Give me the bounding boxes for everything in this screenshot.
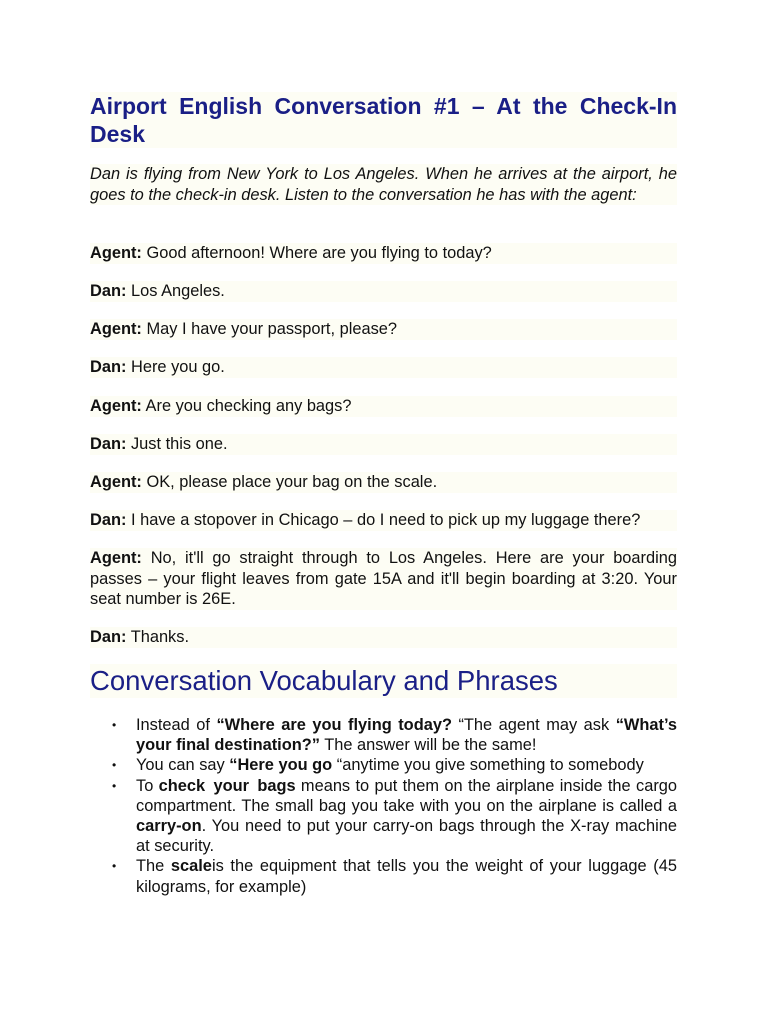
speaker-label: Agent: (90, 320, 142, 338)
dialogue-line (90, 472, 677, 493)
dialogue-line (90, 281, 677, 302)
bullet-icon: • (112, 778, 117, 793)
item-text: The answer will be the same! (319, 736, 537, 755)
bullet-icon: • (112, 758, 117, 773)
list-item (112, 715, 677, 755)
speaker-label: Dan: (90, 628, 127, 646)
item-text: You can say (136, 756, 230, 775)
speaker-label: Dan: (90, 435, 127, 453)
list-item (112, 856, 677, 896)
speaker-label: Agent: (90, 397, 142, 415)
list-item (112, 776, 677, 857)
dialogue-line (90, 243, 677, 264)
item-bold-text: “Where are you flying today? (216, 716, 452, 734)
dialogue-text: No, it'll go straight through to Los Angeles. Here are your boarding passes – your flight leaves from gate 15A and it'll begin boarding at 3:20. Your seat number is 26E. (90, 549, 677, 608)
dialogue-line (90, 627, 677, 648)
page-title: Airport English Conversation #1 – At the Check-In Desk (90, 93, 677, 147)
item-text: The (136, 857, 171, 876)
speaker-label: Agent: (90, 473, 142, 491)
dialogue-text: Los Angeles. (126, 282, 225, 300)
dialogue-line (90, 548, 677, 610)
dialogue-line (90, 396, 677, 417)
item-text: is the equipment that tells you the weight of your luggage (45 kilograms, for example) (136, 857, 677, 896)
list-item (112, 755, 677, 775)
item-bold-text: check your bags (158, 776, 296, 795)
speaker-label: Dan: (90, 511, 127, 529)
speaker-label: Dan: (90, 358, 127, 376)
dialogue-text: OK, please place your bag on the scale. (141, 473, 438, 491)
dialogue-line (90, 357, 677, 378)
dialogue-text: Good afternoon! Where are you flying to today? (141, 244, 492, 262)
dialogue-text: May I have your passport, please? (141, 320, 398, 338)
item-bold-text: scale (170, 857, 212, 876)
dialogue-text: Just this one. (126, 435, 228, 453)
bullet-icon: • (112, 859, 117, 874)
speaker-label: Dan: (90, 282, 127, 300)
item-bold-text: carry-on (136, 817, 202, 836)
vocabulary-list (112, 715, 677, 897)
speaker-label: Agent: (90, 244, 142, 262)
dialogue-text: Thanks. (126, 628, 189, 646)
item-text: “The agent may ask (451, 716, 616, 734)
item-text: Instead of (136, 716, 217, 734)
item-bold-text: “Here you go (229, 756, 333, 775)
item-text: To (136, 776, 159, 795)
speaker-label: Agent: (90, 549, 142, 567)
bullet-icon: • (112, 718, 117, 732)
intro-paragraph: Dan is flying from New York to Los Angeles. When he arrives at the airport, he goes to the check-in desk. Listen to the conversation he has with the agent: (90, 165, 677, 204)
section-heading: Conversation Vocabulary and Phrases (90, 664, 677, 698)
item-text: . You need to put your carry-on bags through the X-ray machine at security. (136, 817, 677, 856)
item-text: means to put them on the airplane inside the cargo compartment. The small bag you take with you on the airplane is called a (136, 776, 678, 815)
dialogue-text: Are you checking any bags? (141, 397, 352, 415)
dialogue-line (90, 510, 677, 531)
item-bold-text: “What’s your final destination?” (136, 716, 677, 755)
dialogue-text: I have a stopover in Chicago – do I need to pick up my luggage there? (126, 511, 641, 529)
dialogue-line (90, 434, 677, 455)
dialogue-text: Here you go. (126, 358, 225, 376)
item-text: “anytime you give something to somebody (332, 756, 644, 775)
dialogue-line (90, 319, 677, 340)
